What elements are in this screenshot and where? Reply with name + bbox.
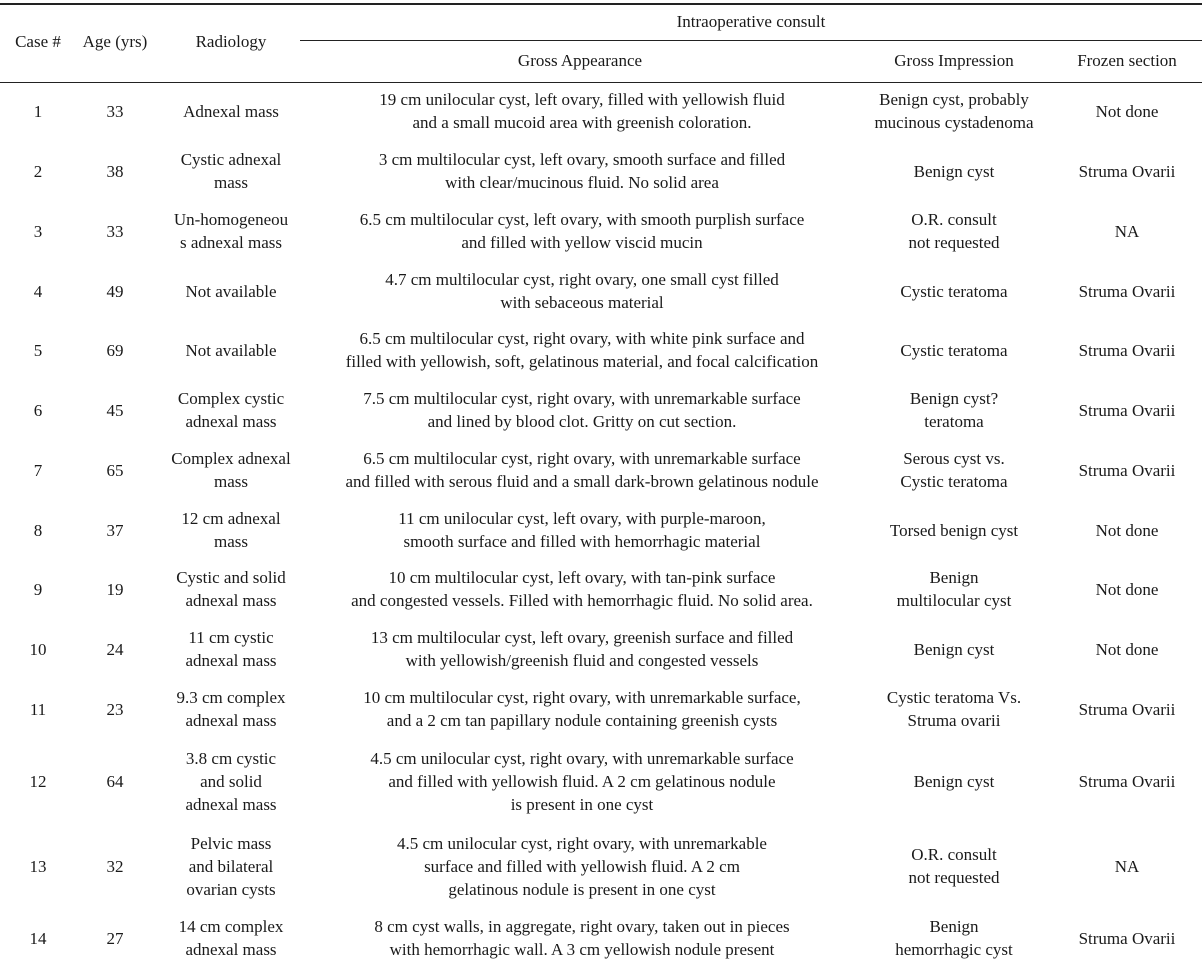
group-rule: [300, 40, 1202, 41]
cell-radiology: 14 cm complex adnexal mass: [178, 917, 284, 959]
cell-age: 19: [106, 579, 124, 599]
cell-gross-impression: O.R. consult not requested: [908, 845, 1000, 887]
cell-case: 12: [29, 771, 47, 791]
cell-radiology: 3.8 cm cystic and solid adnexal mass: [185, 748, 277, 814]
cell-frozen-section: Not done: [1095, 101, 1159, 121]
cell-frozen-section: Struma Ovarii: [1078, 460, 1176, 480]
cell-frozen-section: Struma Ovarii: [1078, 928, 1176, 948]
cell-case: 7: [33, 460, 43, 480]
cell-age: 65: [106, 460, 124, 480]
cell-gross-appearance: 6.5 cm multilocular cyst, right ovary, with white pink surface and filled with yellowish, soft, gelatinous material, and focal calcification: [345, 329, 819, 371]
cell-frozen-section: Not done: [1095, 520, 1159, 540]
cell-frozen-section: Struma Ovarii: [1078, 771, 1176, 791]
cell-gross-impression: Cystic teratoma: [900, 281, 1008, 301]
cell-gross-impression: O.R. consult not requested: [908, 210, 1000, 252]
cell-gross-impression: Benign cyst: [913, 639, 995, 659]
cell-case: 5: [33, 340, 43, 360]
cell-age: 33: [106, 101, 124, 121]
cell-case: 14: [29, 928, 47, 948]
cell-age: 38: [106, 161, 124, 181]
cell-radiology: 11 cm cystic adnexal mass: [185, 628, 277, 670]
header-gross-appearance: Gross Appearance: [517, 51, 643, 70]
cell-frozen-section: Struma Ovarii: [1078, 340, 1176, 360]
header-frozen-section: Frozen section: [1077, 51, 1177, 70]
cell-case: 10: [29, 639, 47, 659]
cell-age: 32: [106, 856, 124, 876]
cell-age: 23: [106, 699, 124, 719]
cell-frozen-section: NA: [1114, 856, 1140, 876]
cell-gross-appearance: 3 cm multilocular cyst, left ovary, smooth surface and filled with clear/mucinous fluid. No solid area: [378, 150, 786, 192]
cell-frozen-section: Struma Ovarii: [1078, 281, 1176, 301]
cell-gross-impression: Benign hemorrhagic cyst: [895, 917, 1013, 959]
cell-radiology: Not available: [185, 281, 277, 301]
cell-frozen-section: Struma Ovarii: [1078, 400, 1176, 420]
cell-case: 2: [33, 161, 43, 181]
cell-case: 6: [33, 400, 43, 420]
cell-gross-impression: Benign multilocular cyst: [896, 568, 1012, 610]
header-case: Case #: [15, 32, 61, 51]
cell-gross-impression: Serous cyst vs. Cystic teratoma: [900, 449, 1008, 491]
cell-radiology: Cystic adnexal mass: [180, 150, 282, 192]
cell-age: 27: [106, 928, 124, 948]
cell-radiology: Complex cystic adnexal mass: [177, 389, 285, 431]
cell-gross-appearance: 6.5 cm multilocular cyst, left ovary, with smooth purplish surface and filled with yellow viscid mucin: [359, 210, 805, 252]
cell-gross-appearance: 10 cm multilocular cyst, right ovary, with unremarkable surface, and a 2 cm tan papillary nodule containing greenish cysts: [363, 688, 801, 730]
cell-frozen-section: NA: [1114, 221, 1140, 241]
cell-gross-appearance: 11 cm unilocular cyst, left ovary, with purple-maroon, smooth surface and filled with hemorrhagic material: [398, 509, 766, 551]
cell-frozen-section: Not done: [1095, 639, 1159, 659]
cell-case: 8: [33, 520, 43, 540]
cell-age: 24: [106, 639, 124, 659]
cell-gross-appearance: 7.5 cm multilocular cyst, right ovary, with unremarkable surface and lined by blood clot. Gritty on cut section.: [363, 389, 801, 431]
cell-gross-appearance: 4.5 cm unilocular cyst, right ovary, with unremarkable surface and filled with yellowish fluid. A 2 cm gelatinous nodule is present in one cyst: [370, 748, 794, 814]
header-age: Age (yrs): [82, 32, 148, 51]
cell-frozen-section: Struma Ovarii: [1078, 699, 1176, 719]
cell-gross-appearance: 13 cm multilocular cyst, left ovary, greenish surface and filled with yellowish/greenish fluid and congested vessels: [370, 628, 794, 670]
cell-case: 3: [33, 221, 43, 241]
cell-gross-appearance: 19 cm unilocular cyst, left ovary, filled with yellowish fluid and a small mucoid area with greenish coloration.: [379, 90, 785, 132]
cell-case: 9: [33, 579, 43, 599]
header-radiology: Radiology: [195, 32, 267, 51]
cell-radiology: Not available: [185, 340, 277, 360]
cell-age: 69: [106, 340, 124, 360]
top-rule: [0, 3, 1202, 5]
cell-case: 1: [33, 101, 43, 121]
cell-age: 49: [106, 281, 124, 301]
cell-frozen-section: Struma Ovarii: [1078, 161, 1176, 181]
cell-gross-impression: Benign cyst: [913, 771, 995, 791]
cell-gross-impression: Benign cyst: [913, 161, 995, 181]
cell-case: 4: [33, 281, 43, 301]
cell-age: 64: [106, 771, 124, 791]
cell-gross-impression: Benign cyst? teratoma: [909, 389, 999, 431]
cell-gross-impression: Torsed benign cyst: [889, 520, 1019, 540]
cell-radiology: Adnexal mass: [183, 101, 279, 121]
cell-radiology: Cystic and solid adnexal mass: [176, 568, 286, 610]
cell-radiology: Pelvic mass and bilateral ovarian cysts: [186, 833, 276, 899]
cell-radiology: 9.3 cm complex adnexal mass: [176, 688, 286, 730]
cell-gross-appearance: 10 cm multilocular cyst, left ovary, with tan-pink surface and congested vessels. Filled with hemorrhagic fluid. No solid area.: [351, 568, 813, 610]
cell-gross-appearance: 4.5 cm unilocular cyst, right ovary, with unremarkable surface and filled with yellowish fluid. A 2 cm gelatinous nodule is present in one cyst: [397, 833, 767, 899]
cell-age: 45: [106, 400, 124, 420]
header-gross-impression: Gross Impression: [894, 51, 1014, 70]
cell-gross-appearance: 6.5 cm multilocular cyst, right ovary, with unremarkable surface and filled with serous fluid and a small dark-brown gelatinous nodule: [345, 449, 819, 491]
cell-frozen-section: Not done: [1095, 579, 1159, 599]
cell-gross-appearance: 8 cm cyst walls, in aggregate, right ovary, taken out in pieces with hemorrhagic wall. A 3 cm yellowish nodule present: [374, 917, 790, 959]
cell-age: 33: [106, 221, 124, 241]
header-intraoperative-consult: Intraoperative consult: [676, 12, 826, 31]
cell-gross-impression: Cystic teratoma Vs. Struma ovarii: [886, 688, 1022, 730]
cell-gross-impression: Benign cyst, probably mucinous cystadenoma: [874, 90, 1034, 132]
cell-radiology: Complex adnexal mass: [171, 449, 291, 491]
cell-case: 11: [29, 699, 47, 719]
cell-gross-impression: Cystic teratoma: [900, 340, 1008, 360]
cell-gross-appearance: 4.7 cm multilocular cyst, right ovary, one small cyst filled with sebaceous material: [385, 270, 779, 312]
cell-case: 13: [29, 856, 47, 876]
cell-age: 37: [106, 520, 124, 540]
cell-radiology: Un-homogeneou s adnexal mass: [173, 210, 289, 252]
cell-radiology: 12 cm adnexal mass: [181, 509, 281, 551]
